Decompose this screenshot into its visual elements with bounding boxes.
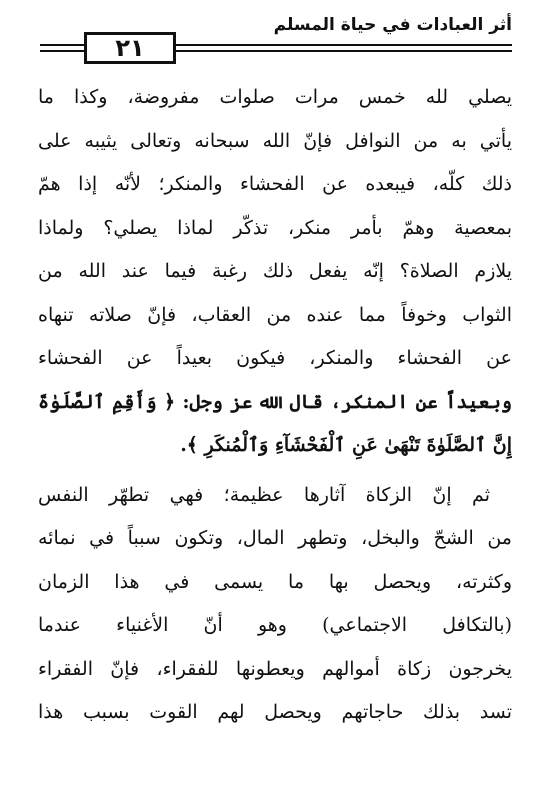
text-line: وكثرته، ويحصل بها ما يسمى في هذا الزمان xyxy=(38,570,512,593)
text-line: عن الفحشاء والمنكر، فيكون بعيداً عن الفحشاء xyxy=(38,347,512,369)
page-body xyxy=(38,76,512,735)
text-line: يلازم الصلاة؟ إنّه يفعل ذلك رغبة فيما عند الله من xyxy=(38,260,512,282)
page-number-box xyxy=(84,32,176,64)
paragraph xyxy=(38,474,512,735)
text-line: يأتي به من النوافل فإنّ الله سبحانه وتعالى يثيبه على xyxy=(38,129,512,152)
text-line: تسد بذلك حاجاتهم ويحصل لهم القوت بسبب هذا xyxy=(38,701,512,723)
text-line: وبعيداً عن المنكر، قال الله عز وجل: ﴿ وَأَقِمِ ٱلصَّلَوٰةَ xyxy=(38,390,512,413)
text-line: ذلك كلّه، فيبعده عن الفحشاء والمنكر؛ لأنّه إذا همّ xyxy=(38,173,512,195)
text-line: بمعصية وهمّ بأمر منكر، تذكّر لماذا يصلي؟ ولماذا xyxy=(38,216,512,239)
paragraph xyxy=(38,76,512,468)
running-header xyxy=(40,14,512,64)
quran-verse-line: إِنَّ ٱلصَّلَوٰةَ تَنْهَىٰ عَنِ ٱلْفَحْشَآءِ وَٱلْمُنكَرِ ﴾. xyxy=(180,434,512,456)
text-line: من الشحّ والبخل، وتطهر المال، وتكون سبباً في نمائه xyxy=(38,527,512,549)
text-line: ثم إنّ الزكاة آثارها عظيمة؛ فهي تطهّر النفس xyxy=(38,483,490,506)
text-line: الثواب وخوفاً مما عنده من العقاب، فإنّ صلاته تنهاه xyxy=(38,303,512,326)
page-number: ٢١ xyxy=(115,34,145,62)
text-line: (بالتكافل الاجتماعي) وهو أنّ الأغنياء عندما xyxy=(38,614,512,636)
running-title: أثر العبادات في حياة المسلم xyxy=(273,15,512,35)
text-line: يصلي لله خمس مرات صلوات مفروضة، وكذا ما xyxy=(38,86,512,108)
text-line: يخرجون زكاة أموالهم ويعطونها للفقراء، فإنّ الفقراء xyxy=(38,657,512,680)
